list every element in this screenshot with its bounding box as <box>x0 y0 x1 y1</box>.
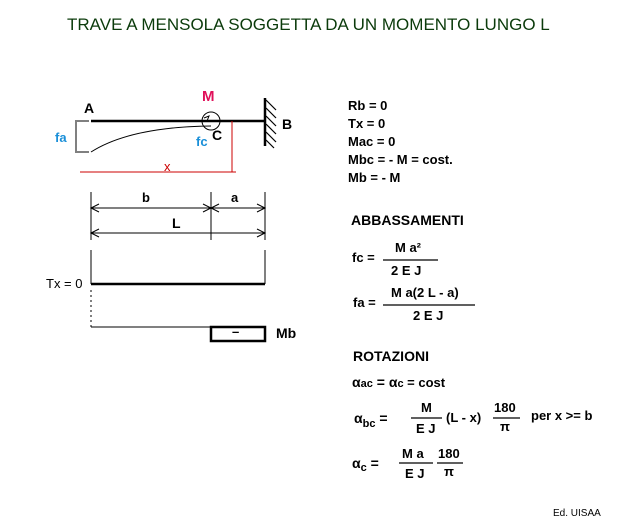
alpha-symbol: α <box>352 374 361 390</box>
fa-formula-lhs: fa = <box>353 295 376 310</box>
point-c-label: C <box>212 127 223 143</box>
alpha-c-formula: $\alpha_c$ = <box>352 455 379 474</box>
reaction-item: Mb = - M <box>348 170 401 185</box>
rotazioni-heading: ROTAZIONI <box>353 348 429 364</box>
moment-label: M <box>202 88 215 105</box>
equals: = <box>372 374 389 390</box>
alpha-c-denominator: E J <box>405 466 425 481</box>
alpha-symbol: α <box>354 410 363 426</box>
page-title: TRAVE A MENSOLA SOGGETTA DA UN MOMENTO LUNGO L <box>67 15 550 34</box>
reaction-item: Mac = 0 <box>348 134 396 149</box>
L-label: L <box>172 215 181 231</box>
a-label: a <box>231 190 239 205</box>
fa-dimension <box>75 121 89 152</box>
reaction-item: Mbc = - M = cost. <box>348 152 453 167</box>
alpha-bc-180: 180 <box>494 400 516 415</box>
fc-formula-lhs: fc = <box>352 250 375 265</box>
point-a-label: A <box>84 100 95 116</box>
fa-numerator: M a(2 L - a) <box>391 285 459 300</box>
b-a-dimension <box>91 204 265 212</box>
reaction-item: Tx = 0 <box>348 116 386 131</box>
shear-label <box>46 276 83 291</box>
fc-label: fc <box>196 134 208 149</box>
support-hatching <box>266 100 276 148</box>
minus-sign: – <box>232 324 240 339</box>
reactions-list <box>348 97 453 187</box>
alpha-bc-condition: per x >= b <box>531 408 593 423</box>
footer-credit: Ed. UISAA <box>553 508 601 519</box>
cost-text: = cost <box>403 375 446 390</box>
alpha-bc-sub: bc <box>362 418 376 430</box>
fa-denominator: 2 E J <box>413 308 444 323</box>
alpha-c-sub2: c <box>360 462 367 474</box>
alpha-c-numerator: M a <box>402 446 424 461</box>
shear-end-ticks <box>91 250 265 284</box>
alpha-bc-lx: (L - x) <box>446 410 482 425</box>
b-label: b <box>142 190 150 205</box>
alpha-bc-denominator: E J <box>416 421 436 436</box>
point-b-label: B <box>282 116 293 132</box>
alpha-symbol: α <box>352 455 361 471</box>
alpha-bc-formula: $\alpha_{bc}$ = <box>354 410 388 430</box>
fa-label: fa <box>55 130 67 145</box>
shear-label-text: Tx = 0 <box>46 276 83 291</box>
abbassamenti-heading: ABBASSAMENTI <box>351 212 464 228</box>
fc-numerator: M a² <box>395 240 421 255</box>
fc-denominator: 2 E J <box>391 263 422 278</box>
x-label: x <box>164 159 171 174</box>
reaction-item: Rb = 0 <box>348 98 388 113</box>
alpha-ac-sub: ac <box>360 378 373 390</box>
alpha-c-pi: π <box>444 464 454 479</box>
alpha-symbol: α <box>388 374 398 390</box>
alpha-bc-numerator: M <box>421 400 432 415</box>
mb-label: Mb <box>276 325 297 341</box>
alpha-c-180: 180 <box>438 446 460 461</box>
alpha-ac-formula <box>352 374 445 390</box>
alpha-bc-pi: π <box>500 419 510 434</box>
alpha-c-sub: c <box>397 378 404 390</box>
deflection-curve <box>91 126 211 152</box>
